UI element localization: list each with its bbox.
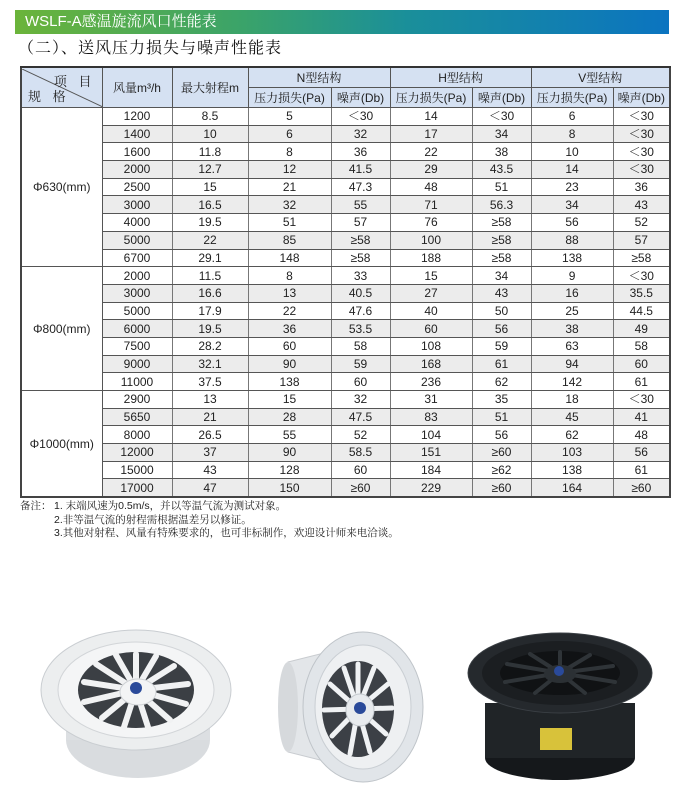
- table-cell: ＜30: [613, 391, 670, 409]
- table-cell: ≥60: [472, 444, 531, 462]
- table-cell: 47: [172, 479, 248, 497]
- table-cell: 2900: [102, 391, 172, 409]
- table-cell: 142: [531, 373, 613, 391]
- table-cell: 52: [331, 426, 390, 444]
- table-row: [21, 302, 670, 320]
- table-cell: 37: [172, 444, 248, 462]
- table-cell: 188: [390, 249, 472, 267]
- table-cell: 9000: [102, 355, 172, 373]
- table-cell: ≥58: [472, 249, 531, 267]
- product-image-black: [455, 618, 670, 793]
- table-cell: ＜30: [613, 125, 670, 143]
- table-cell: 31: [390, 391, 472, 409]
- table-row: [21, 231, 670, 249]
- table-cell: 56.3: [472, 196, 531, 214]
- table-cell: 1600: [102, 143, 172, 161]
- table-cell: 6700: [102, 249, 172, 267]
- table-cell: 15: [172, 178, 248, 196]
- table-cell: 3000: [102, 196, 172, 214]
- table-cell: 45: [531, 408, 613, 426]
- table-cell: 58: [613, 337, 670, 355]
- table-cell: 36: [248, 320, 331, 338]
- table-cell: 43.5: [472, 161, 531, 179]
- table-cell: 168: [390, 355, 472, 373]
- table-cell: 63: [531, 337, 613, 355]
- notes: [20, 500, 399, 541]
- note-item: 3.其他对射程、风量有特殊要求的，也可非标制作，欢迎设计师来电洽谈。: [54, 527, 399, 539]
- product-image-white-front: [28, 610, 248, 795]
- table-cell: 17000: [102, 479, 172, 497]
- table-cell: 35.5: [613, 284, 670, 302]
- table-cell: 32: [331, 391, 390, 409]
- table-cell: 37.5: [172, 373, 248, 391]
- table-row: [21, 373, 670, 391]
- col-n-noise: 噪声(Db): [331, 88, 390, 108]
- table-cell: 53.5: [331, 320, 390, 338]
- table-cell: 61: [613, 373, 670, 391]
- table-row: [21, 214, 670, 232]
- table-cell: 56: [472, 426, 531, 444]
- table-cell: 90: [248, 444, 331, 462]
- table-cell: 56: [472, 320, 531, 338]
- table-cell: 13: [248, 284, 331, 302]
- table-cell: 57: [331, 214, 390, 232]
- table-cell: 48: [390, 178, 472, 196]
- table-cell: 151: [390, 444, 472, 462]
- table-cell: 62: [472, 373, 531, 391]
- title-banner: [15, 10, 669, 34]
- col-h-noise: 噪声(Db): [472, 88, 531, 108]
- table-cell: 22: [248, 302, 331, 320]
- table-cell: ＜30: [613, 161, 670, 179]
- group-n: N型结构: [248, 67, 390, 88]
- corner-header: [21, 67, 102, 108]
- table-cell: 43: [172, 461, 248, 479]
- table-cell: 90: [248, 355, 331, 373]
- table-cell: 51: [248, 214, 331, 232]
- table-cell: 32.1: [172, 355, 248, 373]
- table-cell: 58.5: [331, 444, 390, 462]
- group-v: V型结构: [531, 67, 670, 88]
- col-max-range: 最大射程m: [172, 67, 248, 108]
- table-cell: 47.5: [331, 408, 390, 426]
- product-image-white-side: [258, 612, 438, 797]
- table-cell: 229: [390, 479, 472, 497]
- table-cell: ≥58: [331, 249, 390, 267]
- table-cell: 184: [390, 461, 472, 479]
- table-cell: 88: [531, 231, 613, 249]
- table-cell: ＜30: [613, 267, 670, 285]
- table-cell: 34: [472, 125, 531, 143]
- table-cell: 8000: [102, 426, 172, 444]
- table-cell: 5650: [102, 408, 172, 426]
- table-cell: 16: [531, 284, 613, 302]
- table-cell: 1200: [102, 108, 172, 126]
- table-cell: 59: [331, 355, 390, 373]
- table-row: [21, 355, 670, 373]
- table-cell: 36: [331, 143, 390, 161]
- table-cell: 28.2: [172, 337, 248, 355]
- table-cell: 56: [531, 214, 613, 232]
- table-cell: 60: [613, 355, 670, 373]
- table-cell: 51: [472, 178, 531, 196]
- corner-item-label: 项 目: [53, 73, 96, 89]
- table-row: [21, 408, 670, 426]
- table-cell: 10: [172, 125, 248, 143]
- table-cell: 8: [248, 143, 331, 161]
- table-cell: 14: [390, 108, 472, 126]
- table-cell: ≥60: [331, 479, 390, 497]
- table-cell: 103: [531, 444, 613, 462]
- table-cell: 52: [613, 214, 670, 232]
- table-cell: 16.5: [172, 196, 248, 214]
- group-h: H型结构: [390, 67, 531, 88]
- size-cell: Φ1000(mm): [21, 391, 102, 498]
- table-cell: 138: [531, 249, 613, 267]
- table-cell: 15: [248, 391, 331, 409]
- table-cell: 17: [390, 125, 472, 143]
- table-cell: ≥60: [472, 479, 531, 497]
- table-cell: 49: [613, 320, 670, 338]
- table-cell: 19.5: [172, 320, 248, 338]
- note-item: 2.非等温气流的射程需根据温差另以修证。: [54, 513, 252, 526]
- banner-title: WSLF-A感温旋流风口性能表: [25, 13, 217, 30]
- table-cell: 6: [248, 125, 331, 143]
- table-cell: 108: [390, 337, 472, 355]
- table-cell: 22: [172, 231, 248, 249]
- table-cell: 5000: [102, 302, 172, 320]
- table-cell: 150: [248, 479, 331, 497]
- table-cell: 10: [531, 143, 613, 161]
- table-cell: ≥58: [613, 249, 670, 267]
- table-cell: 164: [531, 479, 613, 497]
- table-cell: 76: [390, 214, 472, 232]
- table-cell: 11000: [102, 373, 172, 391]
- table-row: [21, 461, 670, 479]
- notes-label: 备注：: [20, 500, 52, 512]
- table-cell: 16.6: [172, 284, 248, 302]
- table-cell: 57: [613, 231, 670, 249]
- table-cell: ＜30: [613, 108, 670, 126]
- table-cell: ≥58: [331, 231, 390, 249]
- table-cell: ≥58: [472, 214, 531, 232]
- table-cell: 18: [531, 391, 613, 409]
- table-cell: 71: [390, 196, 472, 214]
- col-v-noise: 噪声(Db): [613, 88, 670, 108]
- table-cell: 40.5: [331, 284, 390, 302]
- table-cell: 22: [390, 143, 472, 161]
- table-cell: 33: [331, 267, 390, 285]
- table-cell: ＜30: [331, 108, 390, 126]
- table-row: [21, 337, 670, 355]
- table-cell: 5: [248, 108, 331, 126]
- table-cell: 44.5: [613, 302, 670, 320]
- table-cell: 12000: [102, 444, 172, 462]
- table-cell: 19.5: [172, 214, 248, 232]
- table-cell: 43: [472, 284, 531, 302]
- table-cell: 11.5: [172, 267, 248, 285]
- table-cell: 27: [390, 284, 472, 302]
- table-cell: 4000: [102, 214, 172, 232]
- col-airflow: 风量m³/h: [102, 67, 172, 108]
- table-cell: 3000: [102, 284, 172, 302]
- table-row: [21, 267, 670, 285]
- table-row: [21, 143, 670, 161]
- table-cell: 8.5: [172, 108, 248, 126]
- table-row: [21, 284, 670, 302]
- table-cell: 58: [331, 337, 390, 355]
- col-n-pressure: 压力损失(Pa): [248, 88, 331, 108]
- table-cell: 51: [472, 408, 531, 426]
- table-row: [21, 320, 670, 338]
- table-cell: 12: [248, 161, 331, 179]
- table-cell: 61: [613, 461, 670, 479]
- table-row: [21, 178, 670, 196]
- table-cell: 85: [248, 231, 331, 249]
- table-row: [21, 444, 670, 462]
- table-cell: 38: [472, 143, 531, 161]
- table-cell: 62: [531, 426, 613, 444]
- table-cell: 34: [472, 267, 531, 285]
- table-cell: 5000: [102, 231, 172, 249]
- table-cell: 60: [248, 337, 331, 355]
- table-cell: 34: [531, 196, 613, 214]
- size-cell: Φ800(mm): [21, 267, 102, 391]
- table-row: [21, 196, 670, 214]
- table-row: [21, 108, 670, 126]
- table-cell: 148: [248, 249, 331, 267]
- table-row: [21, 249, 670, 267]
- table-cell: 8: [248, 267, 331, 285]
- table-row: [21, 391, 670, 409]
- table-cell: 128: [248, 461, 331, 479]
- table-cell: 25: [531, 302, 613, 320]
- table-cell: 60: [331, 461, 390, 479]
- table-cell: 15000: [102, 461, 172, 479]
- table-cell: 26.5: [172, 426, 248, 444]
- table-cell: 32: [331, 125, 390, 143]
- table-cell: 13: [172, 391, 248, 409]
- table-cell: 21: [172, 408, 248, 426]
- table-cell: ≥58: [472, 231, 531, 249]
- table-cell: 48: [613, 426, 670, 444]
- table-row: [21, 426, 670, 444]
- table-cell: 236: [390, 373, 472, 391]
- table-cell: 47.6: [331, 302, 390, 320]
- table-cell: 60: [331, 373, 390, 391]
- table-cell: 56: [613, 444, 670, 462]
- table-cell: 138: [531, 461, 613, 479]
- table-cell: 59: [472, 337, 531, 355]
- table-cell: 11.8: [172, 143, 248, 161]
- table-cell: 41.5: [331, 161, 390, 179]
- table-cell: 55: [331, 196, 390, 214]
- table-cell: 2500: [102, 178, 172, 196]
- table-cell: 8: [531, 125, 613, 143]
- table-cell: 55: [248, 426, 331, 444]
- table-cell: 23: [531, 178, 613, 196]
- table-cell: 36: [613, 178, 670, 196]
- table-cell: 94: [531, 355, 613, 373]
- table-cell: 35: [472, 391, 531, 409]
- table-cell: 2000: [102, 161, 172, 179]
- table-cell: ＜30: [613, 143, 670, 161]
- col-h-pressure: 压力损失(Pa): [390, 88, 472, 108]
- note-item: 1. 末端风速为0.5m/s，并以等温气流为测试对象。: [54, 500, 287, 512]
- corner-spec-label: 规 格: [28, 88, 70, 104]
- table-cell: 100: [390, 231, 472, 249]
- section-title: （二）、送风压力损失与噪声性能表: [18, 40, 283, 57]
- table-body: [21, 108, 670, 498]
- table-cell: 29.1: [172, 249, 248, 267]
- col-v-pressure: 压力损失(Pa): [531, 88, 613, 108]
- table-row: [21, 125, 670, 143]
- table-cell: 41: [613, 408, 670, 426]
- table-cell: 15: [390, 267, 472, 285]
- table-cell: 38: [531, 320, 613, 338]
- table-cell: 1400: [102, 125, 172, 143]
- table-cell: 43: [613, 196, 670, 214]
- table-cell: 2000: [102, 267, 172, 285]
- table-cell: 7500: [102, 337, 172, 355]
- table-cell: 40: [390, 302, 472, 320]
- table-cell: 28: [248, 408, 331, 426]
- table-cell: ≥62: [472, 461, 531, 479]
- table-cell: 12.7: [172, 161, 248, 179]
- table-row: [21, 161, 670, 179]
- table-cell: 104: [390, 426, 472, 444]
- table-cell: 60: [390, 320, 472, 338]
- table-cell: 6: [531, 108, 613, 126]
- table-cell: 61: [472, 355, 531, 373]
- table-cell: ＜30: [472, 108, 531, 126]
- table-cell: 9: [531, 267, 613, 285]
- table-cell: 83: [390, 408, 472, 426]
- table-cell: 14: [531, 161, 613, 179]
- table-cell: 29: [390, 161, 472, 179]
- performance-table: [20, 66, 671, 498]
- table-cell: ≥60: [613, 479, 670, 497]
- size-cell: Φ630(mm): [21, 108, 102, 267]
- table-cell: 50: [472, 302, 531, 320]
- table-cell: 17.9: [172, 302, 248, 320]
- table-cell: 47.3: [331, 178, 390, 196]
- table-cell: 21: [248, 178, 331, 196]
- table-cell: 6000: [102, 320, 172, 338]
- table-row: [21, 479, 670, 497]
- table-cell: 138: [248, 373, 331, 391]
- table-cell: 32: [248, 196, 331, 214]
